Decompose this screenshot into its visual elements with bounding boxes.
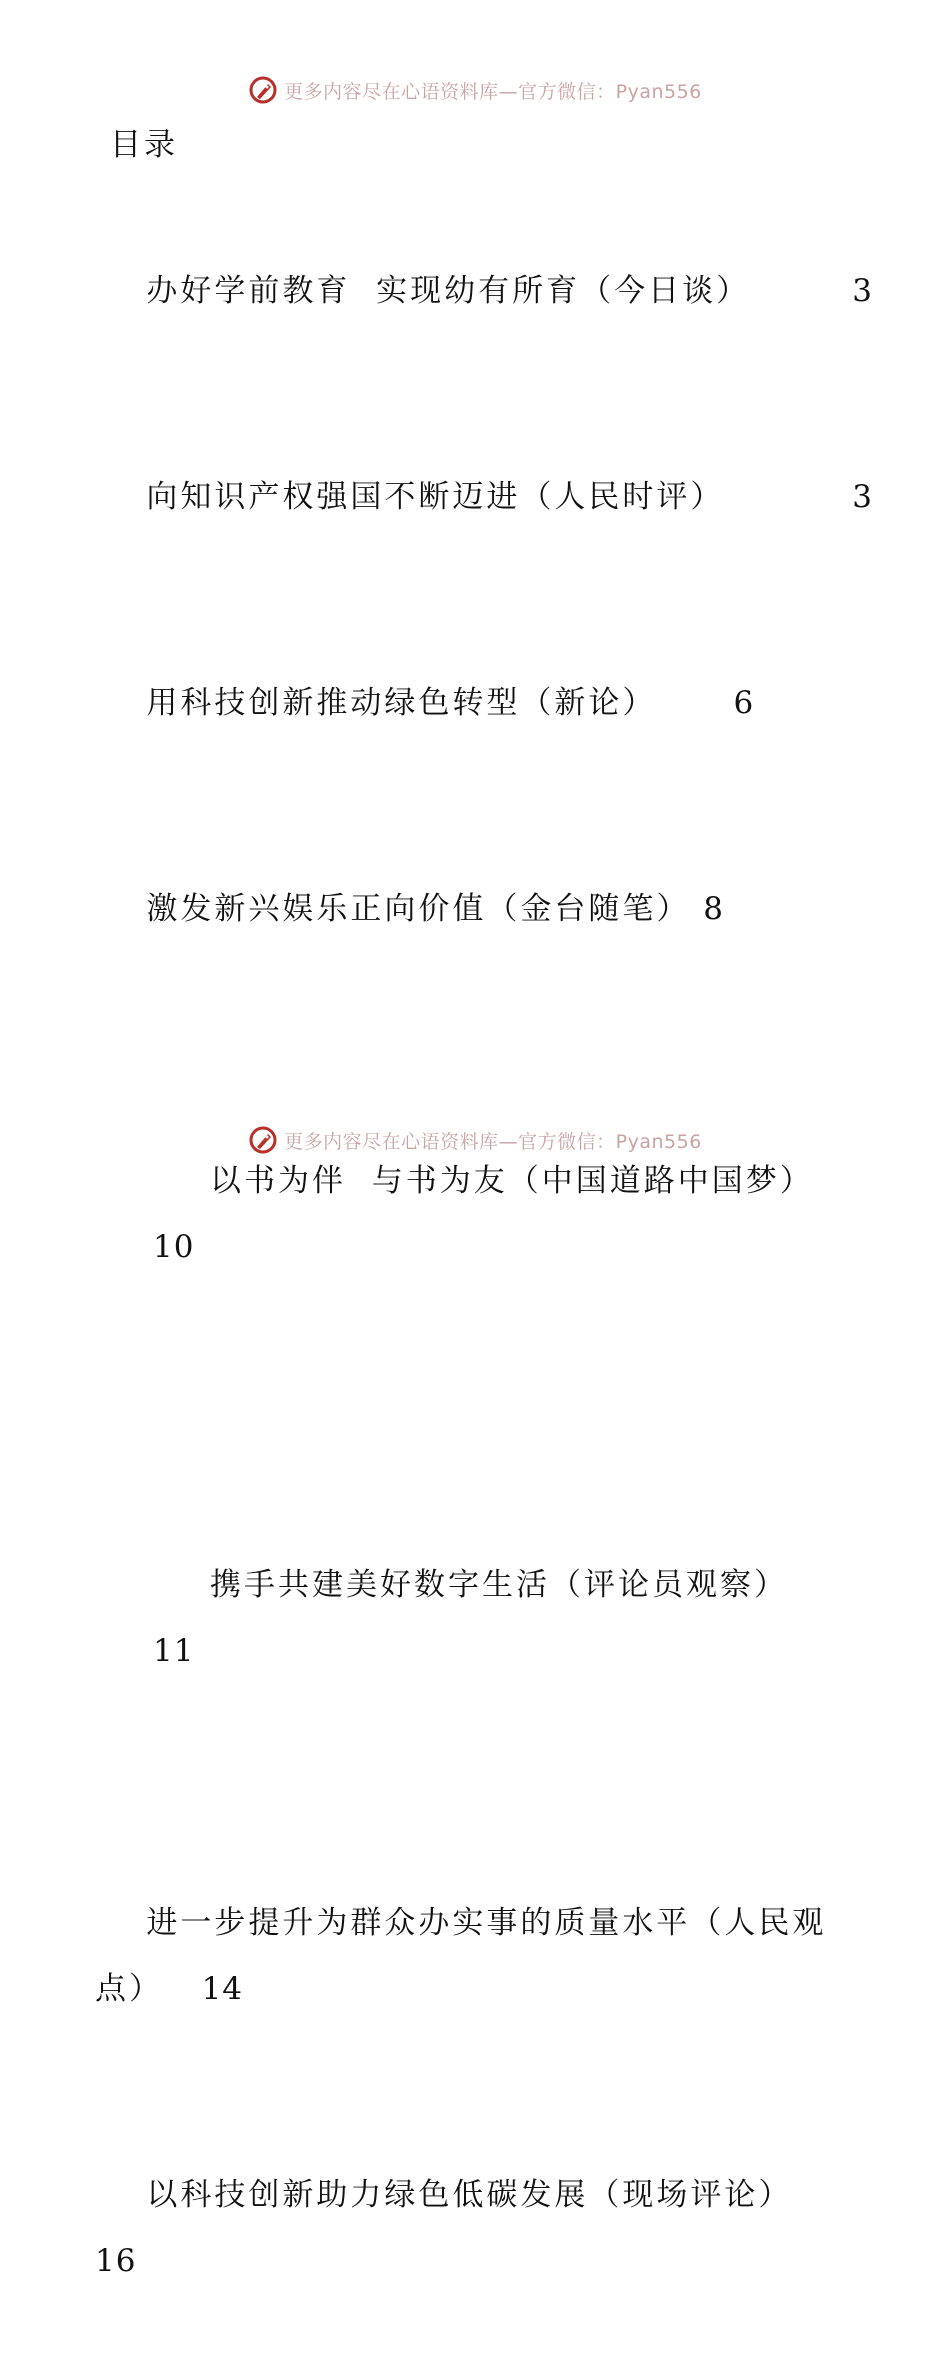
toc-entry-page: 16: [95, 2243, 137, 2279]
toc-entry-page: 6: [733, 685, 755, 721]
toc-entry[interactable]: [95, 810, 855, 1008]
toc-entry-page: 10: [153, 1229, 195, 1265]
header-banner-text: 更多内容尽在心语资料库—官方微信：Pyan556: [284, 80, 702, 103]
toc-entry[interactable]: [95, 604, 855, 802]
toc-entry-title: 办好学前教育 实现幼有所育（今日谈）: [146, 273, 751, 309]
pen-nib-circle-icon: [248, 75, 278, 105]
toc-entry[interactable]: [95, 398, 873, 596]
toc-entry-page: 14: [201, 1971, 244, 2007]
toc-entry[interactable]: [95, 1420, 855, 1816]
toc-entry-page: 3: [852, 479, 873, 515]
footer-banner-text: 更多内容尽在心语资料库—官方微信：Pyan556: [284, 1130, 702, 1153]
toc-entry-title: 向知识产权强国不断迈进（人民时评）: [146, 479, 725, 515]
toc-entry[interactable]: [95, 1016, 855, 1412]
toc-entry-page: 11: [153, 1633, 195, 1669]
toc-entry-title: 进一步提升为群众办实事的质量水平（人民观点）: [95, 1905, 827, 2007]
toc-entry-title: 用科技创新推动绿色转型（新论）: [146, 685, 657, 721]
toc-entry-title: 以书为伴 与书为友（中国道路中国梦）: [210, 1163, 814, 1199]
pen-nib-circle-icon: [248, 1125, 278, 1155]
toc-entry-page: 8: [703, 891, 725, 927]
toc-entry[interactable]: [95, 192, 873, 390]
toc-entry-title: 激发新兴娱乐正向价值（金台随笔）: [146, 891, 691, 927]
toc-heading: 目录: [110, 127, 178, 163]
toc-entry-title: 以科技创新助力绿色低碳发展（现场评论）: [146, 2177, 793, 2213]
toc-entry-page: 3: [852, 273, 873, 309]
footer-banner: [0, 1120, 950, 1160]
header-banner: [0, 70, 950, 110]
toc-entry[interactable]: [95, 1824, 855, 2088]
toc-entry[interactable]: [95, 2096, 855, 2360]
toc-entry-title: 携手共建美好数字生活（评论员观察）: [210, 1567, 788, 1603]
table-of-contents: [95, 192, 873, 2368]
